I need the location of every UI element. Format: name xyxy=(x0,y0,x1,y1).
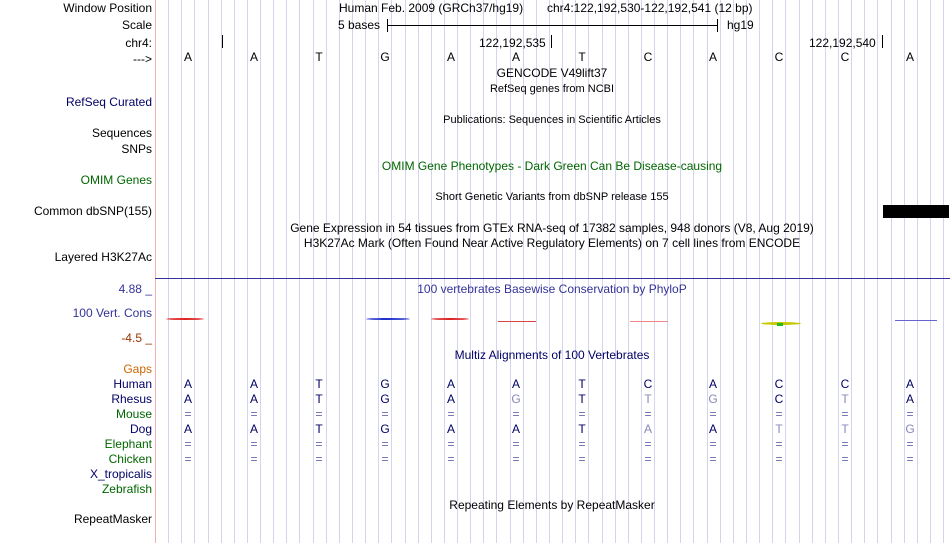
track-label-dbsnp[interactable]: Common dbSNP(155) xyxy=(33,204,152,218)
alignment-base: = xyxy=(906,437,914,451)
alignment-base: = xyxy=(709,407,717,421)
species-label[interactable]: Human xyxy=(113,377,152,391)
alignment-base: = xyxy=(250,407,258,421)
alignment-base: G xyxy=(905,422,915,436)
grid-line xyxy=(168,0,169,543)
alignment-base: A xyxy=(905,392,914,406)
grid-line xyxy=(615,0,616,543)
scale-bar-left-tick xyxy=(387,19,388,32)
grid-line xyxy=(234,0,235,543)
species-label[interactable]: Zebrafish xyxy=(101,482,152,496)
alignment-base: = xyxy=(841,407,849,421)
ruler-position-1: 122,192,535 xyxy=(479,36,546,50)
publications-title: Publications: Sequences in Scientific Articles xyxy=(443,114,661,126)
alignment-base: = xyxy=(250,452,258,466)
scale-db-label: hg19 xyxy=(727,18,754,32)
grid-line xyxy=(943,0,944,543)
alignment-base: C xyxy=(840,377,850,391)
alignment-base: A xyxy=(446,377,455,391)
alignment-base: G xyxy=(380,377,390,391)
alignment-base: = xyxy=(184,452,192,466)
gencode-title: GENCODE V49lift37 xyxy=(496,66,608,80)
track-label-sequences[interactable]: Sequences xyxy=(91,126,152,140)
alignment-base: = xyxy=(512,437,520,451)
species-label[interactable]: Chicken xyxy=(108,452,152,466)
alignment-base: = xyxy=(709,437,717,451)
alignment-base: A xyxy=(446,422,455,436)
position-readout: chr4:122,192,530-122,192,541 (12 bp) xyxy=(547,1,753,15)
grid-line xyxy=(405,0,406,543)
grid-line xyxy=(339,0,340,543)
alignment-base: = xyxy=(447,437,455,451)
h3k27ac-title: H3K27Ac Mark (Often Found Near Active Regulatory Elements) on 7 cell lines from ENCODE xyxy=(303,236,801,250)
grid-line xyxy=(720,0,721,543)
alignment-base: = xyxy=(775,452,783,466)
omim-title: OMIM Gene Phenotypes - Dark Green Can Be Disease-causing xyxy=(381,159,723,173)
phylop-mark xyxy=(166,318,204,320)
sequence-base: A xyxy=(905,50,914,64)
sequence-base: A xyxy=(708,50,717,64)
alignment-base: T xyxy=(315,377,323,391)
grid-line xyxy=(365,0,366,543)
alignment-base: T xyxy=(578,422,586,436)
grid-line xyxy=(483,0,484,543)
grid-line xyxy=(431,0,432,543)
grid-line xyxy=(667,0,668,543)
alignment-base: = xyxy=(315,452,323,466)
multiz-title: Multiz Alignments of 100 Vertebrates xyxy=(454,348,650,362)
grid-line xyxy=(680,0,681,543)
alignment-base: A xyxy=(643,422,652,436)
grid-line xyxy=(733,0,734,543)
gtex-title: Gene Expression in 54 tissues from GTEx RNA-seq of 17382 samples, 948 donors (V8, Aug 2019) xyxy=(290,221,814,235)
grid-line xyxy=(891,0,892,543)
alignment-base: A xyxy=(183,377,192,391)
grid-line xyxy=(746,0,747,543)
species-label[interactable]: X_tropicalis xyxy=(89,467,152,481)
scale-label: Scale xyxy=(121,18,152,32)
alignment-base: = xyxy=(512,452,520,466)
phylop-mark xyxy=(895,320,937,321)
alignment-base: C xyxy=(643,377,653,391)
phylop-mark xyxy=(630,321,668,322)
track-label-repeatmasker[interactable]: RepeatMasker xyxy=(73,512,152,526)
grid-line xyxy=(877,0,878,543)
grid-line xyxy=(799,0,800,543)
grid-line xyxy=(930,0,931,543)
alignment-base: = xyxy=(644,452,652,466)
alignment-base: = xyxy=(512,407,520,421)
alignment-base: = xyxy=(381,437,389,451)
ruler-tick-1 xyxy=(551,35,552,48)
alignment-base: A xyxy=(249,377,258,391)
grid-line xyxy=(418,0,419,543)
sequence-base: A xyxy=(183,50,192,64)
ruler-position-2: 122,192,540 xyxy=(809,36,876,50)
track-label-phylop[interactable]: 100 Vert. Cons xyxy=(72,306,152,320)
alignment-base: A xyxy=(511,377,520,391)
alignment-base: = xyxy=(250,437,258,451)
alignment-base: T xyxy=(841,422,849,436)
grid-line xyxy=(628,0,629,543)
dbsnp-variant-block[interactable] xyxy=(883,205,949,218)
phylop-min-value: -4.5 _ xyxy=(121,331,152,345)
repeatmasker-title: Repeating Elements by RepeatMasker xyxy=(449,498,655,512)
refseq-title: RefSeq genes from NCBI xyxy=(489,83,615,95)
alignment-base: A xyxy=(708,422,717,436)
track-label-omim[interactable]: OMIM Genes xyxy=(80,173,152,187)
sequence-base: C xyxy=(643,50,653,64)
alignment-base: = xyxy=(906,407,914,421)
alignment-base: = xyxy=(381,407,389,421)
track-label-snps[interactable]: SNPs xyxy=(121,142,152,156)
ruler-tick-2 xyxy=(882,35,883,48)
grid-line xyxy=(812,0,813,543)
alignment-base: G xyxy=(708,392,718,406)
phylop-mark xyxy=(498,321,536,322)
alignment-base: = xyxy=(447,452,455,466)
alignment-base: T xyxy=(841,392,849,406)
phylop-mark xyxy=(366,318,410,320)
alignment-base: T xyxy=(315,422,323,436)
alignment-base: = xyxy=(841,452,849,466)
species-label[interactable]: Dog xyxy=(129,422,152,436)
species-label[interactable]: Elephant xyxy=(104,437,152,451)
sequence-base: G xyxy=(380,50,390,64)
alignment-base: C xyxy=(774,392,784,406)
grid-line xyxy=(917,0,918,543)
strand-arrow[interactable]: ---> xyxy=(133,52,152,66)
alignment-base: = xyxy=(709,452,717,466)
label-separator xyxy=(155,0,156,543)
grid-line xyxy=(221,0,222,543)
alignment-base: = xyxy=(184,407,192,421)
window-position-label: Window Position xyxy=(63,1,152,15)
sequence-base: A xyxy=(511,50,520,64)
track-label-refseq[interactable]: RefSeq Curated xyxy=(65,95,152,109)
grid-line xyxy=(273,0,274,543)
grid-line xyxy=(326,0,327,543)
alignment-base: = xyxy=(644,407,652,421)
track-label-gaps[interactable]: Gaps xyxy=(123,362,152,376)
alignment-base: = xyxy=(644,437,652,451)
scale-bar-right-tick xyxy=(717,19,718,32)
grid-line xyxy=(759,0,760,543)
sequence-base: T xyxy=(315,50,323,64)
alignment-base: = xyxy=(578,437,586,451)
species-label[interactable]: Rhesus xyxy=(111,392,152,406)
sequence-base: T xyxy=(578,50,586,64)
grid-line xyxy=(864,0,865,543)
alignment-base: T xyxy=(578,392,586,406)
alignment-base: = xyxy=(315,437,323,451)
alignment-base: A xyxy=(446,392,455,406)
alignment-base: T xyxy=(578,377,586,391)
alignment-base: G xyxy=(511,392,521,406)
species-label[interactable]: Mouse xyxy=(115,407,152,421)
alignment-base: A xyxy=(708,377,717,391)
phylop-top-line xyxy=(155,278,950,279)
alignment-base: A xyxy=(905,377,914,391)
track-label-h3k27ac[interactable]: Layered H3K27Ac xyxy=(54,250,152,264)
alignment-base: A xyxy=(183,422,192,436)
dbsnp-title: Short Genetic Variants from dbSNP release 155 xyxy=(435,191,669,203)
alignment-base: C xyxy=(774,377,784,391)
alignment-base: = xyxy=(381,452,389,466)
alignment-base: A xyxy=(511,422,520,436)
ruler-tick-left xyxy=(222,35,223,48)
sequence-base: C xyxy=(774,50,784,64)
chrom-label: chr4: xyxy=(125,36,152,50)
alignment-base: A xyxy=(249,422,258,436)
alignment-base: = xyxy=(775,407,783,421)
scale-bar xyxy=(387,25,718,26)
grid-line xyxy=(286,0,287,543)
alignment-base: T xyxy=(315,392,323,406)
alignment-base: T xyxy=(775,422,783,436)
alignment-base: = xyxy=(447,407,455,421)
alignment-base: G xyxy=(380,392,390,406)
sequence-base: A xyxy=(446,50,455,64)
grid-line xyxy=(352,0,353,543)
scale-bar-text: 5 bases xyxy=(338,18,381,32)
phylop-title: 100 vertebrates Basewise Conservation by PhyloP xyxy=(417,282,687,296)
sequence-base: C xyxy=(840,50,850,64)
alignment-base: A xyxy=(249,392,258,406)
assembly-title: Human Feb. 2009 (GRCh37/hg19) xyxy=(339,1,524,15)
grid-line xyxy=(299,0,300,543)
alignment-base: = xyxy=(578,452,586,466)
phylop-mark xyxy=(431,318,469,320)
sequence-base: A xyxy=(249,50,258,64)
alignment-base: T xyxy=(644,392,652,406)
alignment-base: = xyxy=(578,407,586,421)
grid-line xyxy=(825,0,826,543)
grid-line xyxy=(470,0,471,543)
alignment-base: G xyxy=(380,422,390,436)
alignment-base: A xyxy=(183,392,192,406)
alignment-base: = xyxy=(315,407,323,421)
alignment-base: = xyxy=(841,437,849,451)
alignment-base: = xyxy=(906,452,914,466)
phylop-mark xyxy=(777,323,783,326)
alignment-base: = xyxy=(775,437,783,451)
phylop-max-value: 4.88 _ xyxy=(118,282,152,296)
grid-line xyxy=(208,0,209,543)
alignment-base: = xyxy=(184,437,192,451)
grid-line xyxy=(693,0,694,543)
